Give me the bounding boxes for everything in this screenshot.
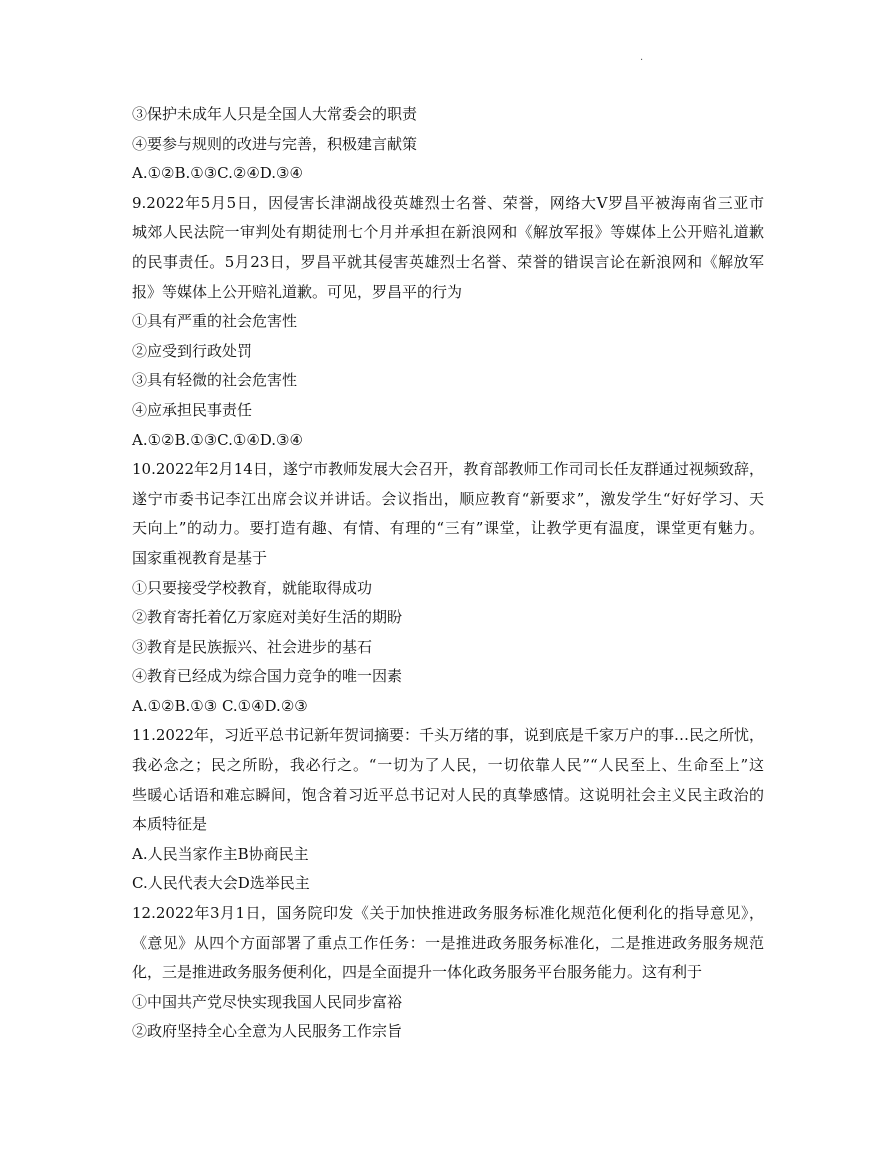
answer-options: A.①②B.①③C.①④D.③④: [132, 430, 303, 449]
question-9-line: 城郊人民法院一审判处有期徒刑七个月并承担在新浪网和《解放军报》等媒体上公开赔礼道歉: [132, 223, 764, 242]
option-line: ④教育已经成为综合国力竞争的唯一因素: [132, 667, 403, 686]
question-10-line: 国家重视教育是基于: [132, 548, 268, 567]
question-12-line: 12.2022年3月1日，国务院印发《关于加快推进政务服务标准化规范化便利化的指导意见》，: [132, 904, 764, 923]
question-10-line: 天向上”的动力。要打造有趣、有情、有理的“三有”课堂，让教学更有温度，课堂更有魅力。: [132, 519, 764, 538]
answer-options: A.①②B.①③C.②④D.③④: [132, 164, 303, 183]
answer-options: A.①②B.①③ C.①④D.②③: [132, 696, 308, 715]
option-line: ①具有严重的社会危害性: [132, 312, 298, 331]
text-line: ③保护未成年人只是全国人大常委会的职责: [132, 105, 418, 123]
option-line: ②政府坚持全心全意为人民服务工作宗旨: [132, 1022, 403, 1041]
question-11-line: 我必念之；民之所盼，我必行之。“一切为了人民，一切依靠人民”“人民至上、生命至上”这: [132, 756, 764, 775]
option-line: ②应受到行政处罚: [132, 341, 253, 360]
question-9-line: 9.2022年5月5日，因侵害长津湖战役英雄烈士名誉、荣誉，网络大V罗昌平被海南省三亚市: [132, 193, 764, 212]
question-11-line: 11.2022年，习近平总书记新年贺词摘要：千头万绪的事，说到底是千家万户的事…民之所忧，: [132, 726, 765, 745]
answer-options: A.人民当家作主B协商民主: [132, 844, 309, 863]
question-11-line: 些暖心话语和难忘瞬间，饱含着习近平总书记对人民的真挚感情。这说明社会主义民主政治的: [132, 785, 764, 804]
answer-options: C.人民代表大会D选举民主: [132, 874, 310, 893]
option-line: ①只要接受学校教育，就能取得成功: [132, 578, 373, 597]
option-line: ②教育寄托着亿万家庭对美好生活的期盼: [132, 608, 403, 627]
option-line: ③教育是民族振兴、社会进步的基石: [132, 637, 373, 656]
question-12-line: 《意见》从四个方面部署了重点工作任务：一是推进政务服务标准化，二是推进政务服务规范: [132, 933, 764, 952]
question-11-line: 本质特征是: [132, 815, 208, 834]
question-10-line: 遂宁市委书记李江出席会议并讲话。会议指出，顺应教育“新要求”，激发学生“好好学习、天: [132, 489, 764, 508]
option-line: ③具有轻微的社会危害性: [132, 371, 298, 390]
option-line: ①中国共产党尽快实现我国人民同步富裕: [132, 992, 403, 1011]
question-9-line: 的民事责任。5月23日，罗昌平就其侵害英雄烈士名誉、荣誉的错误言论在新浪网和《解放军: [132, 252, 764, 271]
option-line: ④应承担民事责任: [132, 400, 253, 419]
text-line: ④要参与规则的改进与完善，积极建言献策: [132, 134, 418, 153]
header-mark: .: [640, 52, 644, 63]
question-12-line: 化，三是推进政务服务便利化，四是全面提升一体化政务服务平台服务能力。这有利于: [132, 963, 703, 982]
question-9-line: 报》等媒体上公开赔礼道歉。可见，罗昌平的行为: [132, 282, 463, 301]
question-10-line: 10.2022年2月14日，遂宁市教师发展大会召开，教育部教师工作司司长任友群通过视频致辞，: [132, 460, 764, 479]
question-text: [132, 100, 764, 1047]
